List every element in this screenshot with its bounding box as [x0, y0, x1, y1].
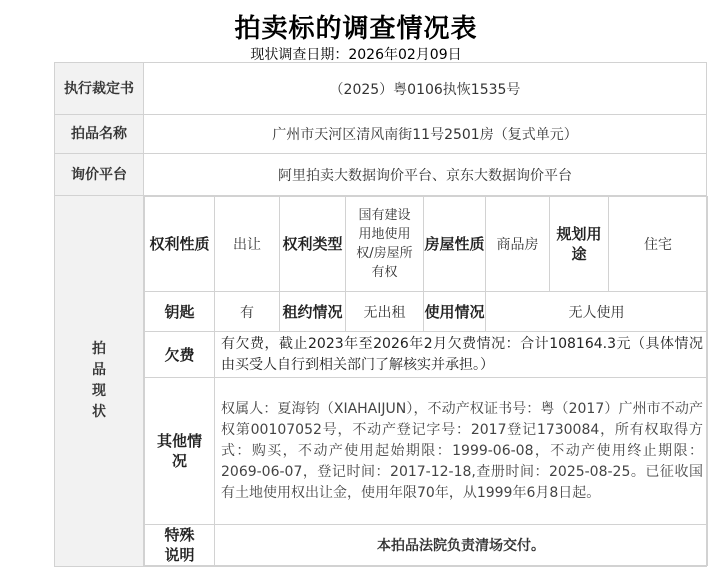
status-section-body [144, 196, 707, 567]
plan-use-value: 住宅 [609, 197, 708, 292]
special-row [145, 525, 708, 566]
lease-label: 租约情况 [280, 292, 346, 332]
item-name-value: 广州市天河区清风南街11号2501房（复式单元） [144, 115, 707, 154]
page-title: 拍卖标的调查情况表 [234, 14, 478, 44]
usage-value: 无人使用 [486, 292, 708, 332]
case-number-value: （2025）粤0106执恢1535号 [144, 63, 707, 115]
key-value: 有 [215, 292, 280, 332]
key-label: 钥匙 [145, 292, 215, 332]
arrears-row [145, 332, 708, 378]
key-row [145, 292, 708, 332]
house-nature-value: 商品房 [486, 197, 550, 292]
special-value: 本拍品法院负责清场交付。 [215, 525, 708, 566]
other-row [145, 378, 708, 525]
item-name-label: 拍品名称 [55, 115, 144, 154]
plan-use-label: 规划用途 [550, 197, 609, 292]
arrears-label: 欠费 [145, 332, 215, 378]
other-label: 其他情况 [145, 378, 215, 525]
house-nature-label: 房屋性质 [424, 197, 486, 292]
rights-nature-label: 权利性质 [145, 197, 215, 292]
arrears-value: 有欠费，截止2023年至2026年2月欠费情况：合计108164.3元（具体情况由买受人自行到相关部门了解核实并承担。） [215, 332, 708, 378]
row-status [55, 196, 707, 567]
row-case-number [55, 63, 707, 115]
status-section-label: 拍品现状 [55, 196, 144, 567]
platform-value: 阿里拍卖大数据询价平台、京东大数据询价平台 [144, 154, 707, 196]
survey-table [54, 62, 707, 567]
other-value: 权属人：夏海钧（XIAHAIJUN），不动产权证书号：粤（2017）广州市不动产权第00107052号，不动产登记字号：2017登记1730084，所有权取得方式：购买，不动产使用起始期限：1999-06-08，不动产使用终止期限：2069-06-07，登记时间：2017-12-18,查册时间：2025-08-25。已征收国有土地使用权出让金，使用年限70年，从1999年6月8日起。 [215, 378, 708, 525]
survey-date: 现状调查日期：2026年02月09日 [250, 47, 462, 63]
case-number-label: 执行裁定书 [55, 63, 144, 115]
rights-nature-value: 出让 [215, 197, 280, 292]
platform-label: 询价平台 [55, 154, 144, 196]
rights-type-value: 国有建设用地使用权/房屋所有权 [346, 197, 424, 292]
lease-value: 无出租 [346, 292, 424, 332]
row-platform [55, 154, 707, 196]
rights-row [145, 197, 708, 292]
special-label: 特殊说明 [145, 525, 215, 566]
row-item-name [55, 115, 707, 154]
rights-type-label: 权利类型 [280, 197, 346, 292]
usage-label: 使用情况 [424, 292, 486, 332]
